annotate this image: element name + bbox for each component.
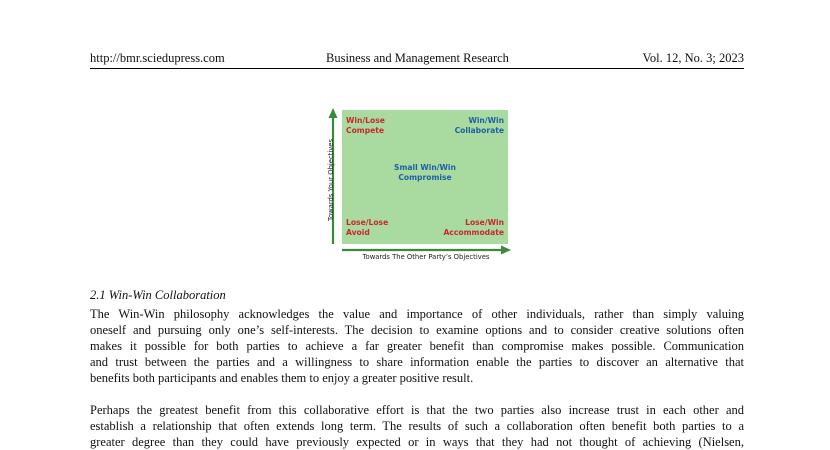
quadrant-lose-win-title: Lose/Win bbox=[465, 218, 504, 227]
quadrant-win-lose-style: Compete bbox=[346, 125, 385, 135]
quadrant-win-win-title: Win/Win bbox=[468, 116, 504, 125]
quadrant-lose-lose bbox=[346, 218, 388, 237]
paragraph-line: makes it possible for both parties to achieve a far greater benefit than compromise makes possible. Communication bbox=[90, 339, 744, 353]
quadrant-small-win-win-style: Compromise bbox=[398, 172, 452, 182]
negotiation-quadrant-figure bbox=[316, 104, 516, 264]
quadrant-small-win-win bbox=[342, 163, 508, 182]
paragraph-line: establish a relationship that often extends long term. The results of such a collaboration often benefit both parties to a bbox=[90, 419, 744, 433]
paragraph-line: The Win-Win philosophy acknowledges the value and importance of other individuals, rather than simply valuing bbox=[90, 307, 744, 321]
running-header bbox=[90, 50, 744, 69]
paragraph-line: Perhaps the greatest benefit from this collaborative effort is that the two parties also increase trust in each other and bbox=[90, 403, 744, 417]
x-axis-label: Towards The Other Party’s Objectives bbox=[362, 253, 490, 261]
quadrant-lose-lose-title: Lose/Lose bbox=[346, 218, 389, 227]
quadrant-grid bbox=[342, 110, 508, 244]
y-axis-arrowhead bbox=[329, 108, 338, 118]
y-axis-label: Towards Your Objectives bbox=[327, 139, 335, 222]
journal-name: Business and Management Research bbox=[326, 51, 509, 65]
quadrant-lose-win-style: Accommodate bbox=[443, 227, 504, 237]
section-heading: 2.1 Win-Win Collaboration bbox=[90, 288, 226, 302]
journal-url[interactable]: http://bmr.sciedupress.com bbox=[90, 51, 225, 65]
quadrant-win-lose bbox=[346, 116, 385, 135]
quadrant-small-win-win-title: Small Win/Win bbox=[394, 163, 456, 172]
body-paragraph-1 bbox=[90, 306, 744, 386]
quadrant-lose-lose-style: Avoid bbox=[346, 227, 370, 237]
paragraph-line: oneself and pursuing only one’s self-interests. The decision to examine options and to consider creative solutions often bbox=[90, 323, 744, 337]
quadrant-win-win bbox=[455, 116, 504, 135]
volume-info: Vol. 12, No. 3; 2023 bbox=[642, 51, 744, 65]
paragraph-line: and trust between the parties and a willingness to share information enable the parties to discover an alternative that bbox=[90, 355, 744, 369]
body-paragraph-2 bbox=[90, 402, 744, 450]
paragraph-line: greater degree than they could have previously expected or in ways that they had not thought of achieving (Nielsen, bbox=[90, 435, 744, 449]
quadrant-win-win-style: Collaborate bbox=[454, 125, 504, 135]
paragraph-line: benefits both participants and enables them to enjoy a greater positive result. bbox=[90, 371, 474, 385]
quadrant-lose-win bbox=[444, 218, 504, 237]
quadrant-win-lose-title: Win/Lose bbox=[346, 116, 385, 125]
